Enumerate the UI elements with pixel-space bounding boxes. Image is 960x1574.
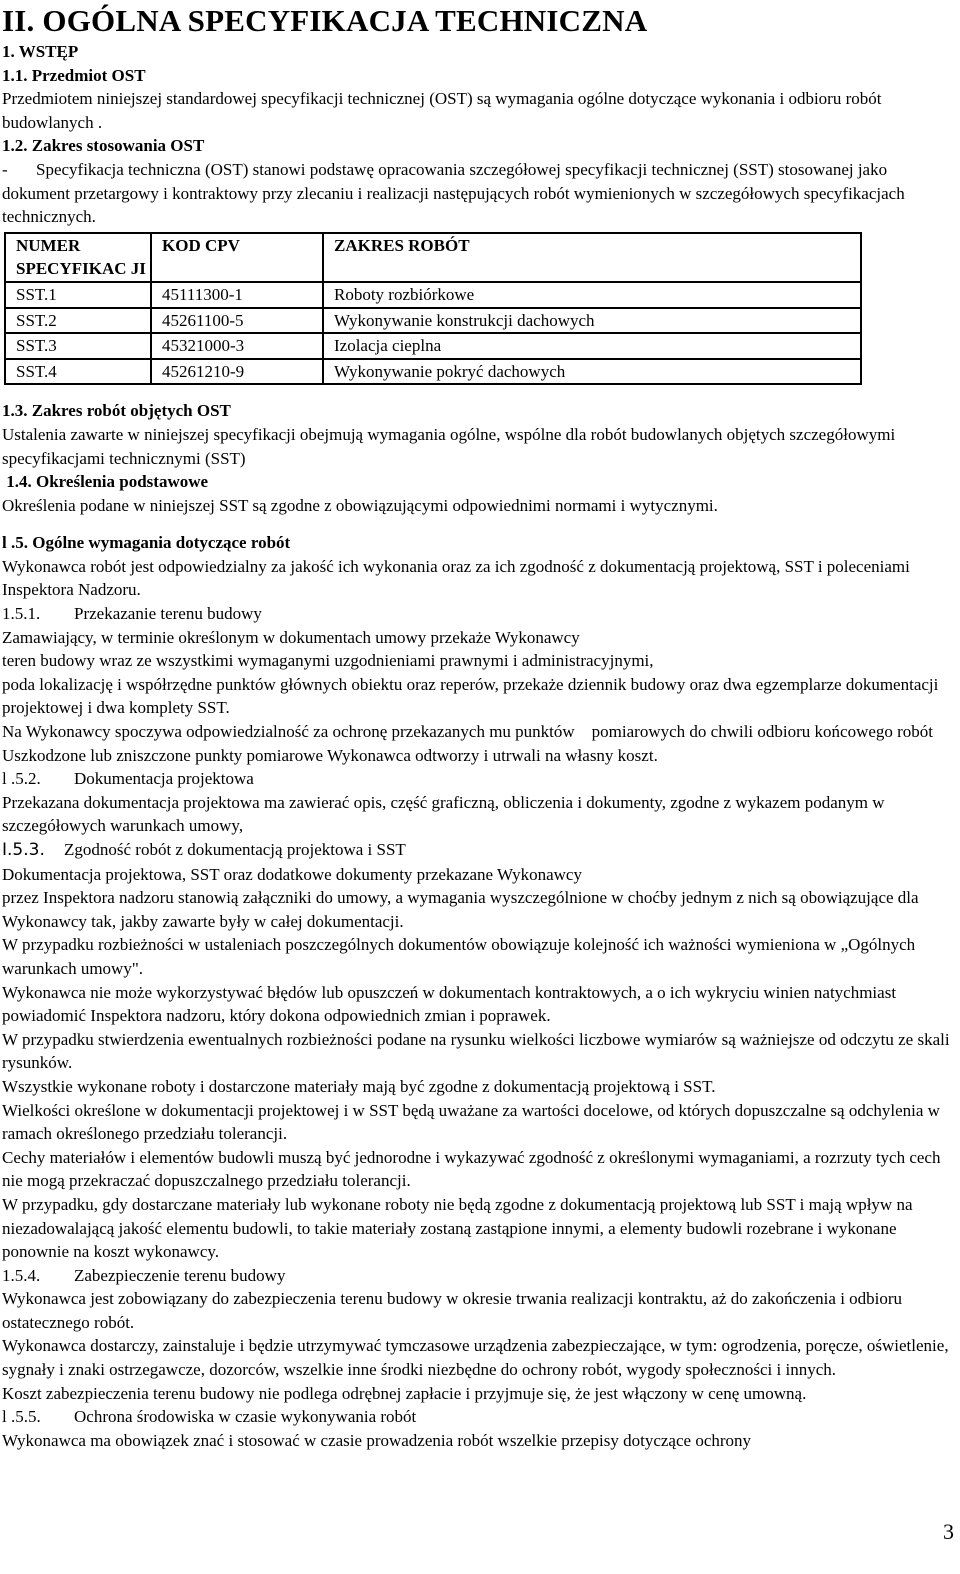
table-cell: SST.4 (5, 359, 151, 385)
paragraph: Wykonawca dostarczy, zainstaluje i będzie utrzymywać tymczasowe urządzenia zabezpieczające, w tym: ogrodzenia, poręcze, oświetlenie, sygnały i znaki ostrzegawcze, dozorców, wszelkie inne środki niezbędne do ochrony robót, wygody społeczności i innych. (2, 1336, 949, 1380)
section-title: Zabezpieczenie terenu budowy (74, 1265, 286, 1285)
section-1-heading: 1. WSTĘP (2, 42, 79, 61)
table-cell: Izolacja cieplna (323, 333, 861, 359)
section-1-5-3-heading (2, 838, 958, 863)
table-cell: 45111300-1 (151, 282, 323, 308)
section-title: Ochrona środowiska w czasie wykonywania robót (74, 1407, 417, 1427)
section-number: l .5.2. (2, 769, 41, 789)
paragraph: Wykonawca nie może wykorzystywać błędów lub opuszczeń w dokumentach kontraktowych, a o ich wykryciu winien natychmiast powiadomić Inspektora nadzoru, który dokona odpowiednich zmian i poprawek. (2, 982, 897, 1026)
section-1-1-heading: 1.1. Przedmiot OST (2, 65, 146, 85)
section-1-4-text: Określenia podane w niniejszej SST są zgodne z obowiązującymi odpowiednimi normami i wytycznymi. (2, 495, 718, 515)
table-row (5, 282, 861, 308)
table-header-cell: ZAKRES ROBÓT (323, 233, 861, 282)
section-1-5-1-heading (2, 602, 958, 626)
paragraph: W przypadku stwierdzenia ewentualnych rozbieżności podane na rysunku wielkości liczbowe wymiarów są ważniejsze od odczytu ze skali rysunków. (2, 1029, 950, 1073)
paragraph: Na Wykonawcy spoczywa odpowiedzialność za ochronę przekazanych mu punktów pomiarowych do chwili odbioru końcowego robót Uszkodzone lub zniszczone punkty pomiarowe Wykonawca odtworzy i utrwali na własny koszt. (2, 722, 938, 765)
table-row (5, 308, 861, 334)
table-cell: SST.2 (5, 308, 151, 334)
table-cell: 45261100-5 (151, 308, 323, 334)
table-header-cell: NUMER SPECYFIKAC JI (5, 233, 151, 282)
table-cell: 45261210-9 (151, 359, 323, 385)
paragraph: W przypadku rozbieżności w ustaleniach poszczególnych dokumentów obowiązuje kolejność ich ważności wymieniona w „Ogólnych warunkach umowy". (2, 935, 916, 978)
paragraph: Cechy materiałów i elementów budowli muszą być jednorodne i wykazywać zgodność z określonymi wymaganiami, a rozrzuty tych cech nie mogą przekraczać dopuszczalnego przedziału tolerancji. (2, 1147, 941, 1191)
section-1-4-heading: 1.4. Określenia podstawowe (2, 472, 209, 492)
paragraph: Wszystkie wykonane roboty i dostarczone materiały mają być zgodne z dokumentacją projektową i SST. (2, 1076, 716, 1096)
specification-table (4, 232, 862, 386)
paragraph: Przekazana dokumentacja projektowa ma zawierać opis, część graficzną, obliczenia i dokumenty, zgodne z wykazem podanym w szczegółowych warunkach umowy, (2, 792, 885, 836)
section-number: 1.5.4. (2, 1265, 41, 1285)
spacer (2, 385, 958, 399)
section-1-5-2-heading (2, 767, 958, 791)
section-number: 1.5.1. (2, 604, 41, 624)
section-1-5-5-heading (2, 1405, 958, 1429)
paragraph: Wielkości określone w dokumentacji projektowej i w SST będą uważane za wartości docelowe, od których dopuszczalne są odchylenia w ramach określonego przedziału tolerancji. (2, 1100, 940, 1144)
paragraph: teren budowy wraz ze wszystkimi wymaganymi uzgodnieniami prawnymi i administracyjnymi, (2, 651, 654, 671)
table-cell: Wykonywanie konstrukcji dachowych (323, 308, 861, 334)
section-1-2-heading: 1.2. Zakres stosowania OST (2, 136, 205, 156)
section-1-3-text: Ustalenia zawarte w niniejszej specyfikacji obejmują wymagania ogólne, wspólne dla robót budowlanych objętych szczegółowymi specyfikacjami technicznymi (SST) (2, 424, 896, 468)
section-1-2-text-body: Specyfikacja techniczna (OST) stanowi podstawę opracowania szczegółowej specyfikacji technicznej (SST) stosowanej jako dokument przetargowy i kontraktowy przy zlecaniu i realizacji następujących robót wymienionych w szczegółowych specyfikacjach technicznych. (2, 159, 905, 227)
section-1-5-heading: l .5. Ogólne wymagania dotyczące robót (2, 533, 291, 553)
paragraph: Zamawiający, w terminie określonym w dokumentach umowy przekaże Wykonawcy (2, 627, 580, 647)
section-title: Dokumentacja projektowa (74, 769, 254, 789)
section-1-3-heading: 1.3. Zakres robót objętych OST (2, 401, 231, 421)
table-cell: Wykonywanie pokryć dachowych (323, 359, 861, 385)
page-number: 3 (943, 1519, 954, 1544)
spacer (2, 517, 958, 531)
section-title: Przekazanie terenu budowy (74, 604, 262, 624)
paragraph: Wykonawca ma obowiązek znać i stosować w czasie prowadzenia robót wszelkie przepisy dotyczące ochrony (2, 1430, 752, 1450)
paragraph: Koszt zabezpieczenia terenu budowy nie podlega odrębnej zapłacie i przyjmuje się, że jest włączony w cenę umowną. (2, 1383, 807, 1403)
section-number: l .5.5. (2, 1407, 41, 1427)
paragraph: poda lokalizację i współrzędne punktów głównych obiektu oraz reperów, przekaże dziennik budowy oraz dwa egzemplarze dokumentacji projektowej i dwa komplety SST. (2, 674, 939, 718)
document-title: II. OGÓLNA SPECYFIKACJA TECHNICZNA (2, 3, 648, 38)
table-header-row (5, 233, 861, 282)
table-cell: 45321000-3 (151, 333, 323, 359)
table-row (5, 359, 861, 385)
section-1-1-text: Przedmiotem niniejszej standardowej specyfikacji technicznej (OST) są wymagania ogólne dotyczące wykonania i odbioru robót budowlanych . (2, 89, 882, 132)
table-header-cell: KOD CPV (151, 233, 323, 282)
section-number: I.5.3. (2, 840, 45, 860)
paragraph: Wykonawca jest zobowiązany do zabezpieczenia terenu budowy w okresie trwania realizacji kontraktu, aż do zakończenia i odbioru ostatecznego robót. (2, 1289, 903, 1332)
paragraph: Dokumentacja projektowa, SST oraz dodatkowe dokumenty przekazane Wykonawcy (2, 864, 582, 884)
table-cell: SST.3 (5, 333, 151, 359)
table-cell: Roboty rozbiórkowe (323, 282, 861, 308)
section-title: Zgodność robót z dokumentacją projektowa i SST (64, 840, 406, 859)
dash-marker: - (2, 159, 8, 179)
section-1-5-text: Wykonawca robót jest odpowiedzialny za jakość ich wykonania oraz za ich zgodność z dokumentacją projektową, SST i poleceniami Inspektora Nadzoru. (2, 556, 910, 600)
section-1-5-4-heading (2, 1264, 958, 1288)
paragraph: W przypadku, gdy dostarczane materiały lub wykonane roboty nie będą zgodne z dokumentacją projektową lub SST i mają wpływ na niezadowalającą jakość elementu budowli, to takie materiały zostaną zastąpione innymi, a elementy budowli rozebrane i wykonane ponownie na koszt wykonawcy. (2, 1194, 913, 1262)
section-1-2-text (2, 158, 958, 229)
table-row (5, 333, 861, 359)
table-cell: SST.1 (5, 282, 151, 308)
paragraph: przez Inspektora nadzoru stanowią załączniki do umowy, a wymagania wyszczególnione w choćby jednym z nich są obowiązujące dla Wykonawcy tak, jakby zawarte były w całej dokumentacji. (2, 888, 919, 931)
